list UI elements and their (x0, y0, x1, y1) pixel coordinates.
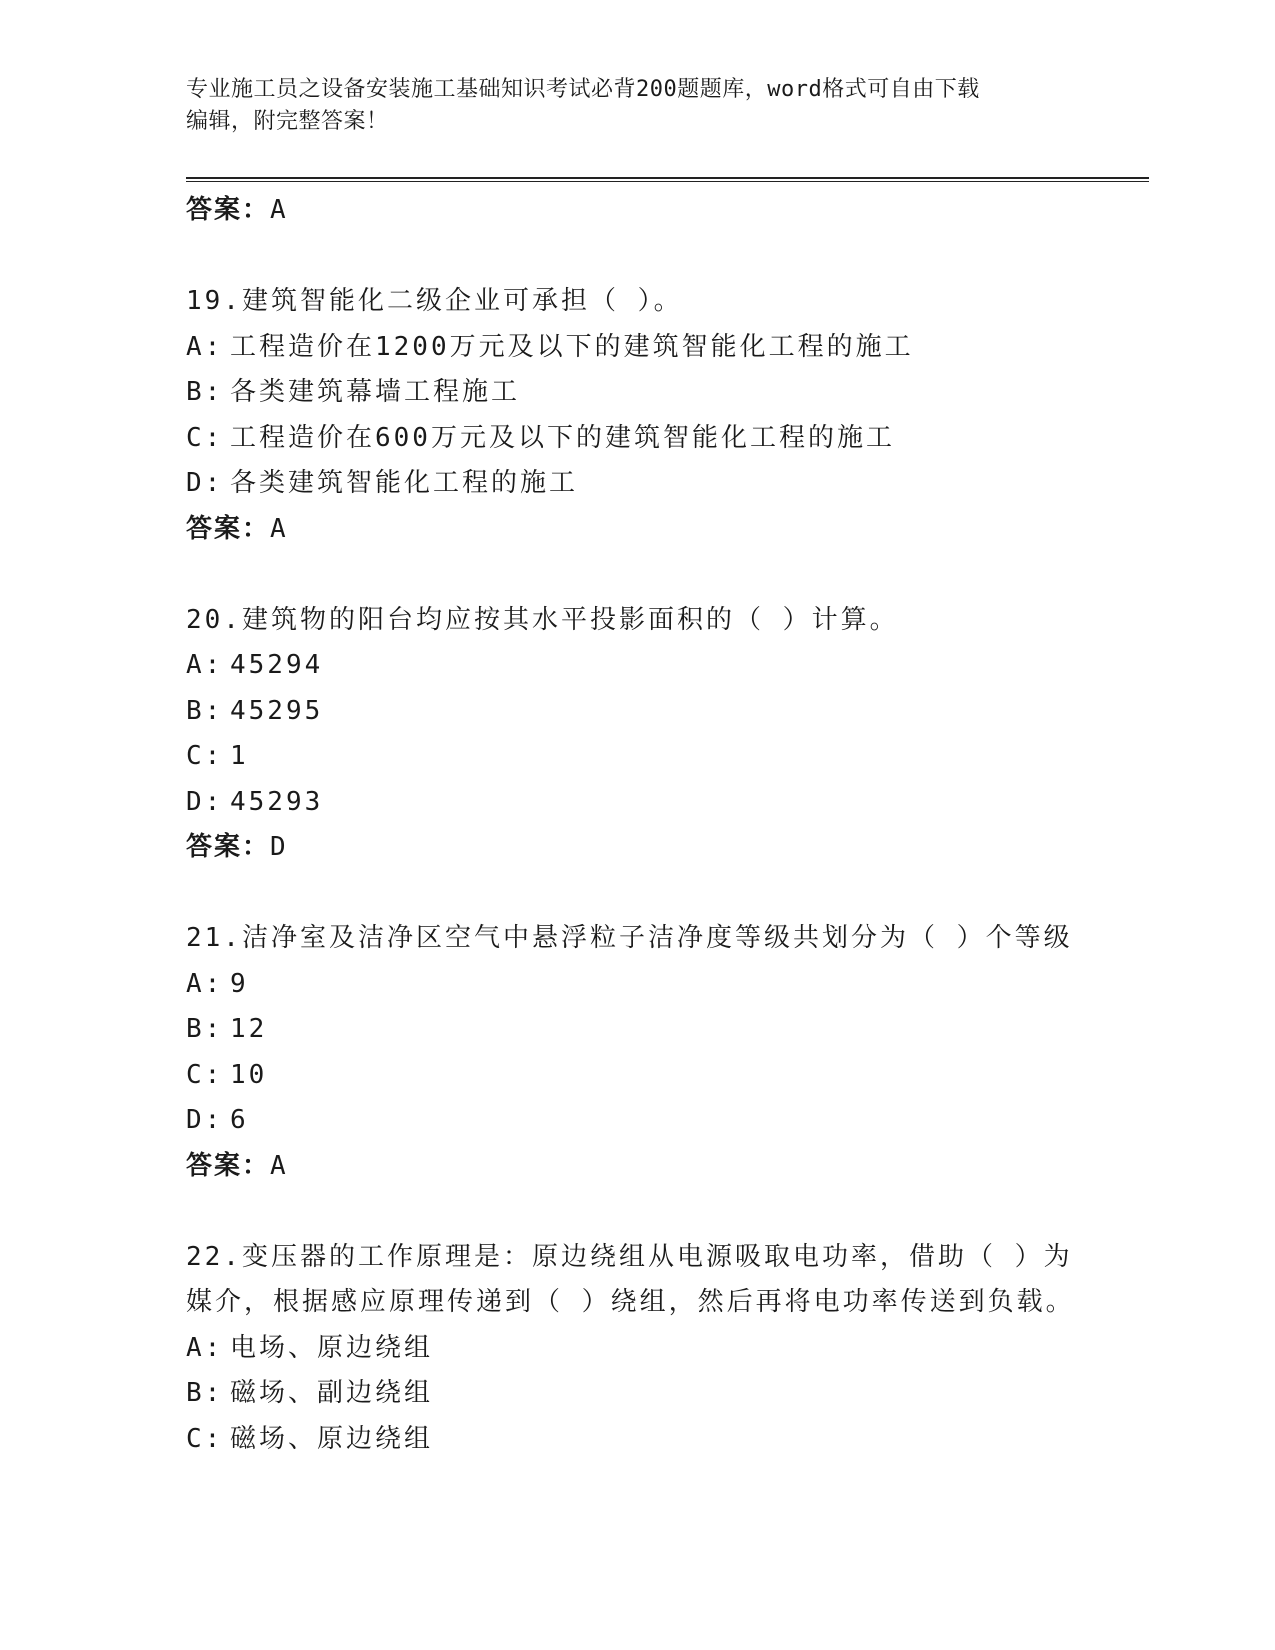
answer-label: 答案： (186, 1150, 271, 1181)
option-c (186, 1417, 1086, 1463)
header-line-2: 编辑，附完整答案！ (186, 109, 389, 134)
option-text: 工程造价在600万元及以下的建筑智能化工程的施工 (230, 422, 895, 453)
option-key: D: (186, 468, 224, 498)
option-b (186, 689, 1086, 735)
option-key: D: (186, 786, 224, 817)
answer-value: A (270, 195, 288, 225)
answer-label: 答案： (186, 513, 271, 544)
option-d (186, 780, 1086, 826)
option-text: 各类建筑智能化工程的施工 (230, 468, 579, 498)
option-key: A: (186, 968, 224, 999)
header-line-1: 专业施工员之设备安装施工基础知识考试必背200题题库，word格式可自由下载 (186, 77, 980, 102)
question-text: 20.建筑物的阳台均应按其水平投影面积的（ ）计算。 (186, 604, 899, 635)
answer-value: A (270, 1150, 288, 1181)
answer-label: 答案： (186, 832, 271, 862)
option-text: 12 (230, 1014, 268, 1044)
answer-line (186, 507, 1086, 552)
option-b (186, 370, 1086, 416)
answer-value: D (270, 832, 288, 862)
answer-value: A (270, 513, 288, 544)
option-text: 工程造价在1200万元及以下的建筑智能化工程的施工 (230, 331, 914, 362)
option-key: A: (186, 650, 224, 680)
option-text: 9 (230, 968, 249, 999)
option-key: B: (186, 377, 224, 407)
option-text: 各类建筑幕墙工程施工 (230, 377, 521, 407)
option-c (186, 416, 1086, 462)
question-22 (186, 1235, 1086, 1463)
answer-label: 答案： (186, 195, 271, 225)
option-c (186, 734, 1086, 780)
option-key: C: (186, 422, 224, 453)
option-key: A: (186, 331, 224, 362)
option-text: 10 (230, 1059, 268, 1090)
question-text-line-2: 媒介，根据感应原理传递到（ ）绕组，然后再将电功率传送到负载。 (186, 1287, 1075, 1317)
answer-line (186, 188, 1086, 233)
option-text: 6 (230, 1105, 249, 1135)
option-key: C: (186, 1059, 224, 1090)
option-key: B: (186, 695, 224, 726)
option-key: B: (186, 1014, 224, 1044)
option-text: 1 (230, 741, 249, 771)
answer-line (186, 1144, 1086, 1189)
option-c (186, 1053, 1086, 1099)
option-key: D: (186, 1105, 224, 1135)
document-header (186, 74, 1066, 138)
option-text: 电场、原边绕组 (230, 1332, 434, 1363)
question-text: 21.洁净室及洁净区空气中悬浮粒子洁净度等级共划分为（ ）个等级 (186, 923, 1073, 953)
question-list (186, 188, 1086, 1462)
option-d (186, 1098, 1086, 1144)
option-d (186, 461, 1086, 507)
question-19 (186, 279, 1086, 552)
header-divider (186, 177, 1149, 182)
option-key: A: (186, 1332, 224, 1363)
question-text-line-1: 22.变压器的工作原理是：原边绕组从电源吸取电功率，借助（ ）为 (186, 1241, 1073, 1272)
question-20 (186, 598, 1086, 871)
option-a (186, 643, 1086, 689)
option-text: 45294 (230, 650, 324, 680)
option-text: 磁场、副边绕组 (230, 1378, 434, 1408)
option-a (186, 962, 1086, 1008)
question-text: 19.建筑智能化二级企业可承担（ ）。 (186, 286, 683, 316)
option-key: C: (186, 1423, 224, 1454)
option-b (186, 1371, 1086, 1417)
answer-line (186, 825, 1086, 870)
option-key: B: (186, 1378, 224, 1408)
option-text: 45295 (230, 695, 324, 726)
option-text: 45293 (230, 786, 324, 817)
option-a (186, 1326, 1086, 1372)
option-a (186, 325, 1086, 371)
option-text: 磁场、原边绕组 (230, 1423, 434, 1454)
question-21 (186, 916, 1086, 1189)
option-key: C: (186, 741, 224, 771)
option-b (186, 1007, 1086, 1053)
